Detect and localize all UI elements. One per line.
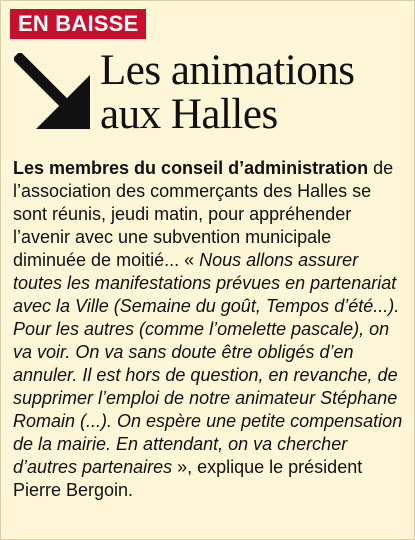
down-right-arrow-icon — [14, 53, 90, 129]
trend-badge: EN BAISSE — [10, 9, 146, 39]
article-lead: Les membres du conseil d’administration — [13, 158, 369, 178]
article-intro: de l’association des commerçants des Halles se sont réunis, jeudi matin, pour appréhender l’avenir avec une subvention municipale diminuée de moitié... « — [13, 158, 394, 270]
article-title — [100, 49, 355, 137]
title-line-2: aux Halles — [100, 91, 278, 138]
title-line-1: Les animations — [100, 47, 355, 94]
article-quote: Nous allons assurer toutes les manifestations prévues en partenariat avec la Ville (Semaine du goût, Tempos d’été...). Pour les autres (comme l’omelette pascale), on va voir. On va sans doute être obligés d’en annuler. Il est hors de question, en revanche, de supprimer l’emploi de notre animateur Stéphane Romain (...). On espère une petite compensation de la mairie. En attendant, on va chercher d’autres partenaires — [13, 250, 403, 477]
article-outro: », explique le président Pierre Bergoin. — [13, 457, 363, 500]
article-body — [13, 157, 409, 502]
